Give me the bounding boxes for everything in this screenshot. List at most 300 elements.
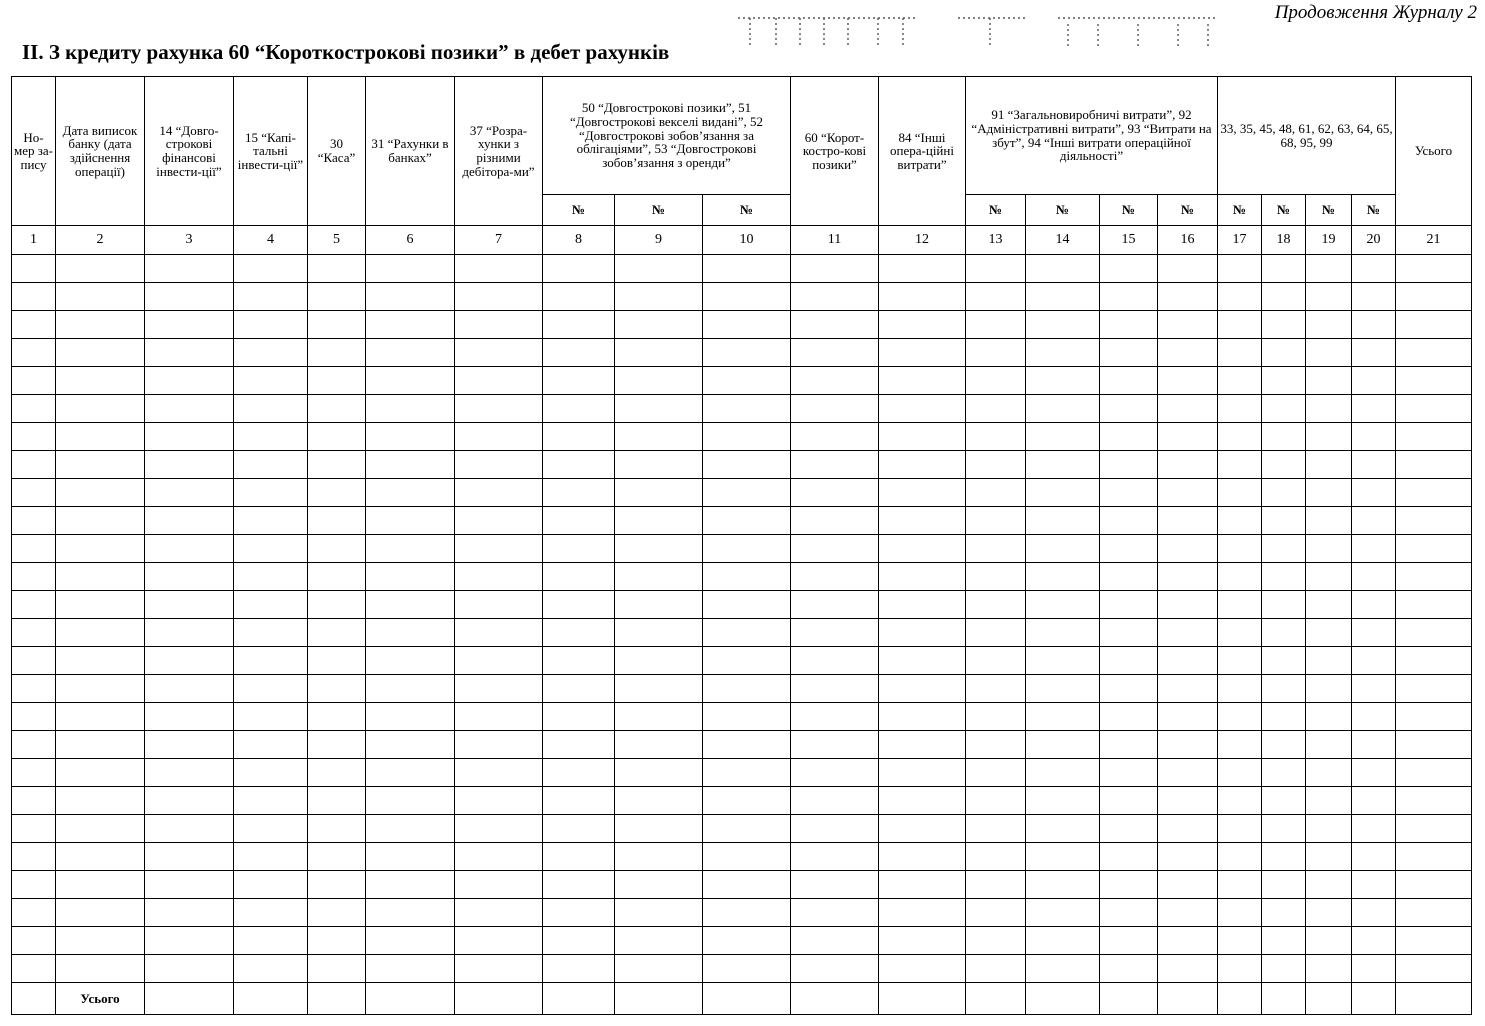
entry-cell[interactable] <box>1100 395 1158 423</box>
entry-cell[interactable] <box>366 255 455 283</box>
entry-cell[interactable] <box>56 787 145 815</box>
entry-cell[interactable] <box>543 283 615 311</box>
entry-cell[interactable] <box>703 703 791 731</box>
entry-cell[interactable] <box>543 871 615 899</box>
entry-cell[interactable] <box>145 759 234 787</box>
entry-cell[interactable] <box>56 535 145 563</box>
entry-cell[interactable] <box>56 591 145 619</box>
entry-cell[interactable] <box>615 591 703 619</box>
entry-cell[interactable] <box>234 955 308 983</box>
entry-cell[interactable] <box>234 339 308 367</box>
entry-cell[interactable] <box>791 955 879 983</box>
entry-cell[interactable] <box>1158 255 1218 283</box>
entry-cell[interactable] <box>366 955 455 983</box>
entry-cell[interactable] <box>543 899 615 927</box>
entry-cell[interactable] <box>1396 591 1472 619</box>
entry-cell[interactable] <box>1026 955 1100 983</box>
entry-cell[interactable] <box>145 395 234 423</box>
entry-cell[interactable] <box>1396 871 1472 899</box>
entry-cell[interactable] <box>1026 759 1100 787</box>
entry-cell[interactable] <box>1100 955 1158 983</box>
entry-cell[interactable] <box>1026 591 1100 619</box>
entry-cell[interactable] <box>1396 479 1472 507</box>
entry-cell[interactable] <box>1100 927 1158 955</box>
total-cell[interactable] <box>234 983 308 1015</box>
entry-cell[interactable] <box>879 871 966 899</box>
entry-cell[interactable] <box>1100 451 1158 479</box>
entry-cell[interactable] <box>1026 703 1100 731</box>
entry-cell[interactable] <box>145 367 234 395</box>
entry-cell[interactable] <box>366 395 455 423</box>
entry-cell[interactable] <box>1306 591 1352 619</box>
entry-cell[interactable] <box>966 787 1026 815</box>
entry-cell[interactable] <box>966 255 1026 283</box>
entry-cell[interactable] <box>145 563 234 591</box>
entry-cell[interactable] <box>615 367 703 395</box>
entry-cell[interactable] <box>234 927 308 955</box>
entry-cell[interactable] <box>56 843 145 871</box>
entry-cell[interactable] <box>455 535 543 563</box>
entry-cell[interactable] <box>56 255 145 283</box>
entry-cell[interactable] <box>879 787 966 815</box>
entry-cell[interactable] <box>615 731 703 759</box>
entry-cell[interactable] <box>308 703 366 731</box>
entry-cell[interactable] <box>56 955 145 983</box>
entry-cell[interactable] <box>234 451 308 479</box>
entry-cell[interactable] <box>1396 703 1472 731</box>
entry-cell[interactable] <box>1100 339 1158 367</box>
entry-cell[interactable] <box>791 311 879 339</box>
entry-cell[interactable] <box>1026 255 1100 283</box>
entry-cell[interactable] <box>1218 283 1262 311</box>
entry-cell[interactable] <box>145 731 234 759</box>
entry-cell[interactable] <box>455 871 543 899</box>
entry-cell[interactable] <box>1026 843 1100 871</box>
entry-cell[interactable] <box>366 703 455 731</box>
entry-cell[interactable] <box>12 591 56 619</box>
entry-cell[interactable] <box>308 647 366 675</box>
entry-cell[interactable] <box>1026 815 1100 843</box>
entry-cell[interactable] <box>1306 283 1352 311</box>
entry-cell[interactable] <box>1262 535 1306 563</box>
entry-cell[interactable] <box>234 871 308 899</box>
entry-cell[interactable] <box>1396 563 1472 591</box>
entry-cell[interactable] <box>615 451 703 479</box>
entry-cell[interactable] <box>1262 815 1306 843</box>
entry-cell[interactable] <box>1396 283 1472 311</box>
entry-cell[interactable] <box>1100 731 1158 759</box>
entry-cell[interactable] <box>791 423 879 451</box>
entry-cell[interactable] <box>543 675 615 703</box>
entry-cell[interactable] <box>543 591 615 619</box>
entry-cell[interactable] <box>234 563 308 591</box>
total-cell[interactable] <box>1100 983 1158 1015</box>
entry-cell[interactable] <box>1218 815 1262 843</box>
entry-cell[interactable] <box>543 507 615 535</box>
entry-cell[interactable] <box>791 787 879 815</box>
entry-cell[interactable] <box>879 367 966 395</box>
entry-cell[interactable] <box>791 507 879 535</box>
entry-cell[interactable] <box>1352 507 1396 535</box>
entry-cell[interactable] <box>1100 675 1158 703</box>
entry-cell[interactable] <box>1306 871 1352 899</box>
entry-cell[interactable] <box>1026 927 1100 955</box>
entry-cell[interactable] <box>879 563 966 591</box>
entry-cell[interactable] <box>1262 311 1306 339</box>
entry-cell[interactable] <box>703 507 791 535</box>
entry-cell[interactable] <box>1262 507 1306 535</box>
entry-cell[interactable] <box>455 731 543 759</box>
entry-cell[interactable] <box>234 367 308 395</box>
entry-cell[interactable] <box>543 703 615 731</box>
entry-cell[interactable] <box>455 815 543 843</box>
entry-cell[interactable] <box>366 675 455 703</box>
total-cell[interactable] <box>145 983 234 1015</box>
entry-cell[interactable] <box>1352 843 1396 871</box>
entry-cell[interactable] <box>1026 367 1100 395</box>
entry-cell[interactable] <box>1158 451 1218 479</box>
entry-cell[interactable] <box>543 395 615 423</box>
entry-cell[interactable] <box>791 899 879 927</box>
entry-cell[interactable] <box>1306 815 1352 843</box>
entry-cell[interactable] <box>791 479 879 507</box>
entry-cell[interactable] <box>308 395 366 423</box>
entry-cell[interactable] <box>455 423 543 451</box>
entry-cell[interactable] <box>145 815 234 843</box>
entry-cell[interactable] <box>1100 703 1158 731</box>
entry-cell[interactable] <box>234 675 308 703</box>
entry-cell[interactable] <box>543 843 615 871</box>
entry-cell[interactable] <box>791 563 879 591</box>
entry-cell[interactable] <box>56 311 145 339</box>
entry-cell[interactable] <box>56 899 145 927</box>
entry-cell[interactable] <box>1026 451 1100 479</box>
entry-cell[interactable] <box>12 619 56 647</box>
entry-cell[interactable] <box>1262 871 1306 899</box>
entry-cell[interactable] <box>1262 731 1306 759</box>
entry-cell[interactable] <box>12 675 56 703</box>
entry-cell[interactable] <box>1396 815 1472 843</box>
entry-cell[interactable] <box>791 703 879 731</box>
entry-cell[interactable] <box>1158 423 1218 451</box>
entry-cell[interactable] <box>1306 311 1352 339</box>
entry-cell[interactable] <box>455 507 543 535</box>
entry-cell[interactable] <box>455 283 543 311</box>
entry-cell[interactable] <box>12 731 56 759</box>
entry-cell[interactable] <box>1158 507 1218 535</box>
entry-cell[interactable] <box>1218 255 1262 283</box>
entry-cell[interactable] <box>1218 703 1262 731</box>
entry-cell[interactable] <box>1262 283 1306 311</box>
entry-cell[interactable] <box>234 815 308 843</box>
entry-cell[interactable] <box>703 311 791 339</box>
entry-cell[interactable] <box>455 899 543 927</box>
entry-cell[interactable] <box>1262 787 1306 815</box>
entry-cell[interactable] <box>615 787 703 815</box>
entry-cell[interactable] <box>308 367 366 395</box>
total-cell[interactable] <box>1306 983 1352 1015</box>
entry-cell[interactable] <box>791 843 879 871</box>
entry-cell[interactable] <box>145 787 234 815</box>
entry-cell[interactable] <box>543 535 615 563</box>
entry-cell[interactable] <box>56 283 145 311</box>
entry-cell[interactable] <box>703 787 791 815</box>
entry-cell[interactable] <box>966 647 1026 675</box>
entry-cell[interactable] <box>543 927 615 955</box>
entry-cell[interactable] <box>56 647 145 675</box>
entry-cell[interactable] <box>12 423 56 451</box>
entry-cell[interactable] <box>966 563 1026 591</box>
entry-cell[interactable] <box>56 675 145 703</box>
entry-cell[interactable] <box>543 731 615 759</box>
entry-cell[interactable] <box>966 759 1026 787</box>
entry-cell[interactable] <box>543 759 615 787</box>
entry-cell[interactable] <box>1026 871 1100 899</box>
entry-cell[interactable] <box>1218 395 1262 423</box>
entry-cell[interactable] <box>1026 423 1100 451</box>
entry-cell[interactable] <box>615 255 703 283</box>
entry-cell[interactable] <box>703 619 791 647</box>
entry-cell[interactable] <box>145 619 234 647</box>
entry-cell[interactable] <box>1352 423 1396 451</box>
entry-cell[interactable] <box>1218 339 1262 367</box>
entry-cell[interactable] <box>12 255 56 283</box>
entry-cell[interactable] <box>1100 647 1158 675</box>
entry-cell[interactable] <box>1100 619 1158 647</box>
entry-cell[interactable] <box>308 843 366 871</box>
entry-cell[interactable] <box>12 339 56 367</box>
entry-cell[interactable] <box>791 731 879 759</box>
entry-cell[interactable] <box>543 815 615 843</box>
entry-cell[interactable] <box>308 283 366 311</box>
entry-cell[interactable] <box>12 283 56 311</box>
entry-cell[interactable] <box>615 955 703 983</box>
entry-cell[interactable] <box>1352 591 1396 619</box>
entry-cell[interactable] <box>1306 927 1352 955</box>
entry-cell[interactable] <box>615 927 703 955</box>
entry-cell[interactable] <box>366 339 455 367</box>
entry-cell[interactable] <box>1396 675 1472 703</box>
entry-cell[interactable] <box>879 507 966 535</box>
entry-cell[interactable] <box>234 311 308 339</box>
entry-cell[interactable] <box>1262 619 1306 647</box>
entry-cell[interactable] <box>1352 955 1396 983</box>
entry-cell[interactable] <box>1352 395 1396 423</box>
entry-cell[interactable] <box>366 535 455 563</box>
entry-cell[interactable] <box>1218 451 1262 479</box>
entry-cell[interactable] <box>615 703 703 731</box>
entry-cell[interactable] <box>879 843 966 871</box>
entry-cell[interactable] <box>1026 563 1100 591</box>
entry-cell[interactable] <box>1218 871 1262 899</box>
entry-cell[interactable] <box>1158 899 1218 927</box>
total-cell[interactable] <box>1352 983 1396 1015</box>
entry-cell[interactable] <box>879 311 966 339</box>
entry-cell[interactable] <box>1262 675 1306 703</box>
entry-cell[interactable] <box>1026 311 1100 339</box>
entry-cell[interactable] <box>366 423 455 451</box>
entry-cell[interactable] <box>966 479 1026 507</box>
entry-cell[interactable] <box>1352 563 1396 591</box>
entry-cell[interactable] <box>879 647 966 675</box>
entry-cell[interactable] <box>543 339 615 367</box>
entry-cell[interactable] <box>615 507 703 535</box>
entry-cell[interactable] <box>1306 563 1352 591</box>
entry-cell[interactable] <box>308 255 366 283</box>
entry-cell[interactable] <box>703 731 791 759</box>
entry-cell[interactable] <box>1100 563 1158 591</box>
entry-cell[interactable] <box>615 535 703 563</box>
entry-cell[interactable] <box>12 787 56 815</box>
entry-cell[interactable] <box>1306 339 1352 367</box>
entry-cell[interactable] <box>543 787 615 815</box>
entry-cell[interactable] <box>308 955 366 983</box>
entry-cell[interactable] <box>1352 787 1396 815</box>
entry-cell[interactable] <box>1158 591 1218 619</box>
entry-cell[interactable] <box>1218 731 1262 759</box>
entry-cell[interactable] <box>12 815 56 843</box>
entry-cell[interactable] <box>234 787 308 815</box>
total-cell[interactable] <box>12 983 56 1015</box>
entry-cell[interactable] <box>703 815 791 843</box>
entry-cell[interactable] <box>1352 451 1396 479</box>
entry-cell[interactable] <box>791 395 879 423</box>
entry-cell[interactable] <box>12 451 56 479</box>
entry-cell[interactable] <box>1396 423 1472 451</box>
entry-cell[interactable] <box>1218 899 1262 927</box>
entry-cell[interactable] <box>1262 255 1306 283</box>
entry-cell[interactable] <box>366 563 455 591</box>
entry-cell[interactable] <box>1396 759 1472 787</box>
entry-cell[interactable] <box>308 899 366 927</box>
entry-cell[interactable] <box>966 451 1026 479</box>
total-cell[interactable] <box>879 983 966 1015</box>
entry-cell[interactable] <box>703 591 791 619</box>
entry-cell[interactable] <box>308 311 366 339</box>
entry-cell[interactable] <box>615 871 703 899</box>
entry-cell[interactable] <box>703 675 791 703</box>
entry-cell[interactable] <box>56 563 145 591</box>
entry-cell[interactable] <box>966 423 1026 451</box>
entry-cell[interactable] <box>1158 955 1218 983</box>
entry-cell[interactable] <box>145 311 234 339</box>
entry-cell[interactable] <box>615 311 703 339</box>
entry-cell[interactable] <box>1262 591 1306 619</box>
entry-cell[interactable] <box>1262 339 1306 367</box>
entry-cell[interactable] <box>366 927 455 955</box>
entry-cell[interactable] <box>966 703 1026 731</box>
entry-cell[interactable] <box>366 843 455 871</box>
entry-cell[interactable] <box>966 955 1026 983</box>
entry-cell[interactable] <box>1262 479 1306 507</box>
entry-cell[interactable] <box>145 927 234 955</box>
entry-cell[interactable] <box>1218 591 1262 619</box>
entry-cell[interactable] <box>145 703 234 731</box>
entry-cell[interactable] <box>879 759 966 787</box>
entry-cell[interactable] <box>1306 647 1352 675</box>
entry-cell[interactable] <box>1306 703 1352 731</box>
entry-cell[interactable] <box>791 675 879 703</box>
entry-cell[interactable] <box>1352 871 1396 899</box>
entry-cell[interactable] <box>455 759 543 787</box>
entry-cell[interactable] <box>1026 899 1100 927</box>
entry-cell[interactable] <box>308 731 366 759</box>
total-cell[interactable] <box>455 983 543 1015</box>
entry-cell[interactable] <box>615 647 703 675</box>
entry-cell[interactable] <box>12 367 56 395</box>
entry-cell[interactable] <box>12 563 56 591</box>
entry-cell[interactable] <box>1262 955 1306 983</box>
entry-cell[interactable] <box>615 563 703 591</box>
entry-cell[interactable] <box>56 815 145 843</box>
entry-cell[interactable] <box>1262 423 1306 451</box>
total-cell[interactable] <box>615 983 703 1015</box>
entry-cell[interactable] <box>1352 535 1396 563</box>
entry-cell[interactable] <box>145 871 234 899</box>
entry-cell[interactable] <box>1352 927 1396 955</box>
entry-cell[interactable] <box>1306 787 1352 815</box>
entry-cell[interactable] <box>1306 955 1352 983</box>
entry-cell[interactable] <box>966 899 1026 927</box>
entry-cell[interactable] <box>1262 899 1306 927</box>
entry-cell[interactable] <box>1158 759 1218 787</box>
entry-cell[interactable] <box>966 311 1026 339</box>
entry-cell[interactable] <box>791 283 879 311</box>
entry-cell[interactable] <box>791 535 879 563</box>
entry-cell[interactable] <box>966 507 1026 535</box>
entry-cell[interactable] <box>366 899 455 927</box>
entry-cell[interactable] <box>1306 507 1352 535</box>
entry-cell[interactable] <box>703 899 791 927</box>
entry-cell[interactable] <box>1306 535 1352 563</box>
entry-cell[interactable] <box>1218 535 1262 563</box>
entry-cell[interactable] <box>1352 255 1396 283</box>
entry-cell[interactable] <box>1158 311 1218 339</box>
entry-cell[interactable] <box>543 451 615 479</box>
entry-cell[interactable] <box>1352 815 1396 843</box>
entry-cell[interactable] <box>1100 423 1158 451</box>
entry-cell[interactable] <box>879 283 966 311</box>
entry-cell[interactable] <box>703 339 791 367</box>
entry-cell[interactable] <box>1218 423 1262 451</box>
entry-cell[interactable] <box>1026 395 1100 423</box>
entry-cell[interactable] <box>12 899 56 927</box>
entry-cell[interactable] <box>455 927 543 955</box>
entry-cell[interactable] <box>615 479 703 507</box>
entry-cell[interactable] <box>366 759 455 787</box>
entry-cell[interactable] <box>1158 479 1218 507</box>
entry-cell[interactable] <box>1396 619 1472 647</box>
entry-cell[interactable] <box>1306 619 1352 647</box>
entry-cell[interactable] <box>966 619 1026 647</box>
entry-cell[interactable] <box>1396 647 1472 675</box>
entry-cell[interactable] <box>1026 535 1100 563</box>
entry-cell[interactable] <box>366 367 455 395</box>
entry-cell[interactable] <box>703 451 791 479</box>
entry-cell[interactable] <box>455 395 543 423</box>
entry-cell[interactable] <box>1026 647 1100 675</box>
entry-cell[interactable] <box>56 619 145 647</box>
entry-cell[interactable] <box>1352 367 1396 395</box>
entry-cell[interactable] <box>234 703 308 731</box>
entry-cell[interactable] <box>12 395 56 423</box>
entry-cell[interactable] <box>1026 619 1100 647</box>
entry-cell[interactable] <box>703 927 791 955</box>
entry-cell[interactable] <box>703 843 791 871</box>
entry-cell[interactable] <box>1262 647 1306 675</box>
entry-cell[interactable] <box>543 955 615 983</box>
entry-cell[interactable] <box>455 703 543 731</box>
